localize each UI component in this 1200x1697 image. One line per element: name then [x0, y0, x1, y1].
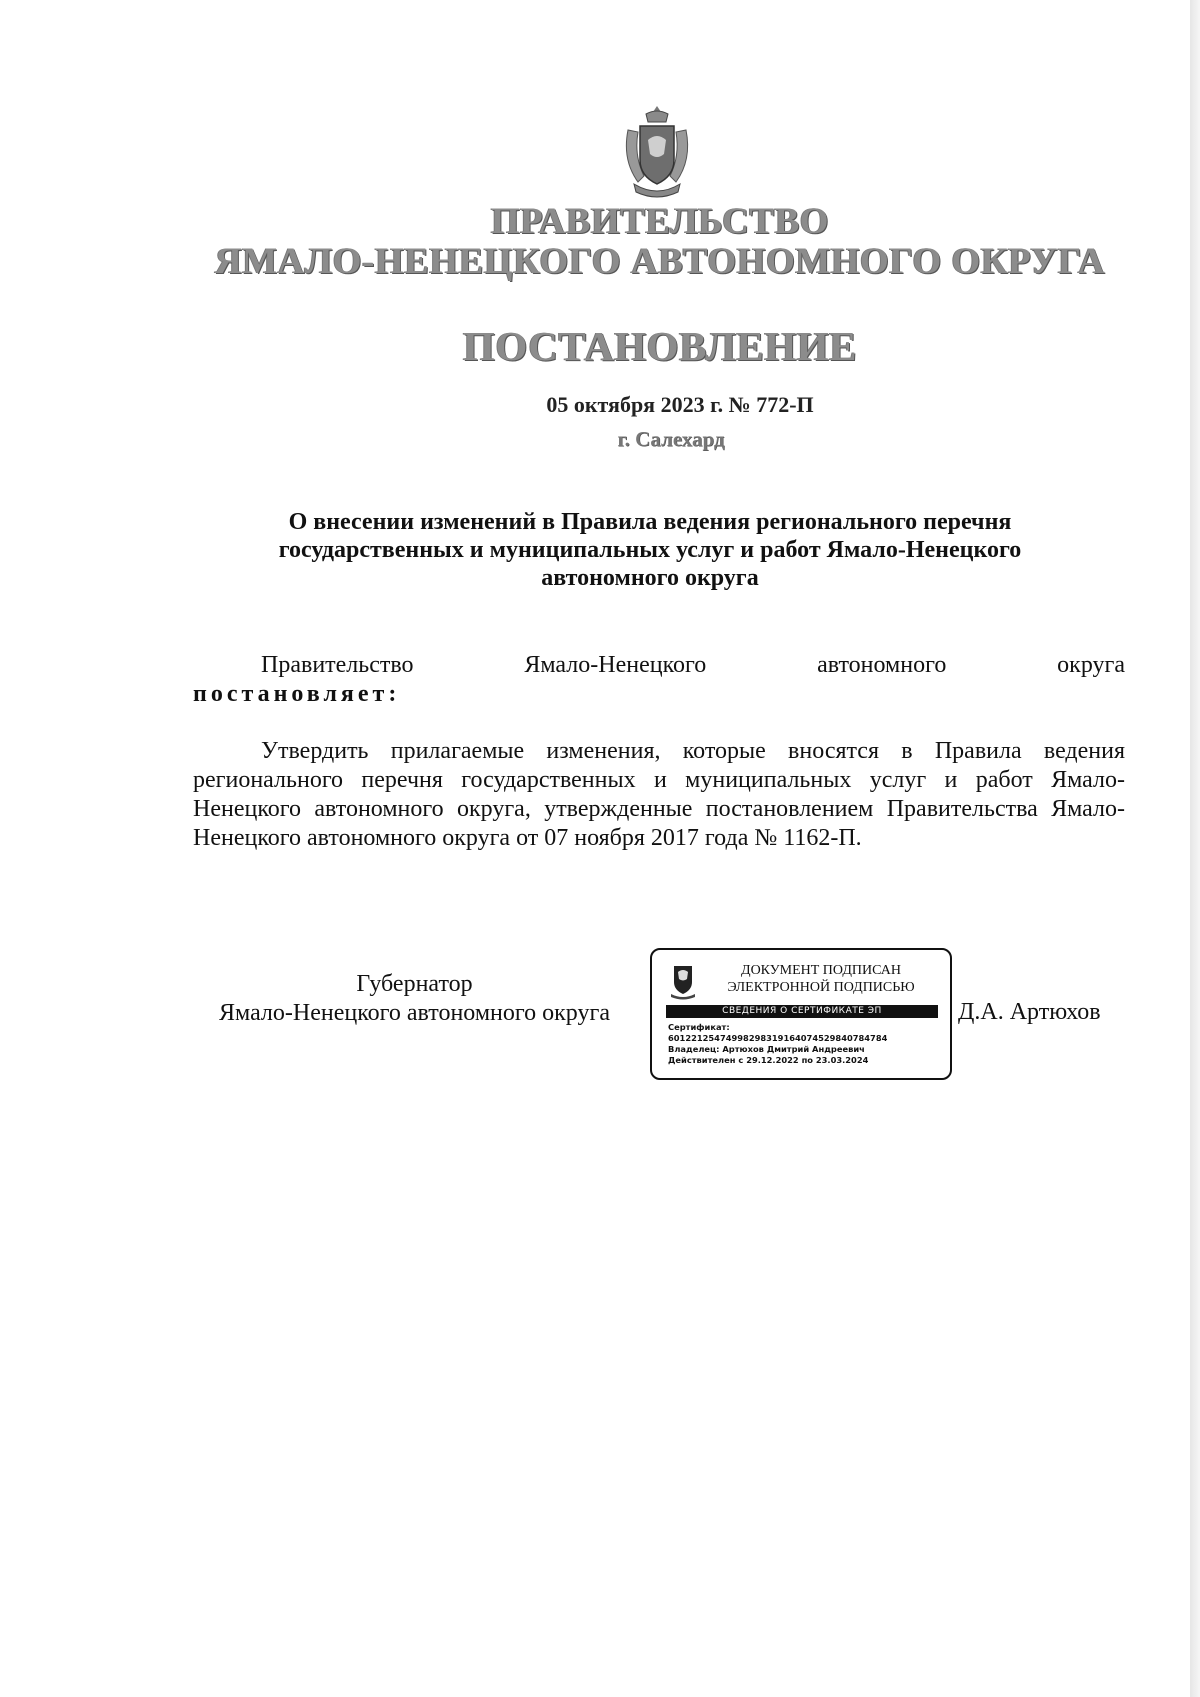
stamp-heading-line1: ДОКУМЕНТ ПОДПИСАН	[741, 963, 901, 978]
stamp-certificate-bar: СВЕДЕНИЯ О СЕРТИФИКАТЕ ЭП	[666, 1005, 938, 1018]
decree-city: г. Салехард	[617, 427, 725, 451]
coat-of-arms-icon	[620, 104, 694, 200]
stamp-certificate-info	[668, 1022, 948, 1066]
decree-paragraph: Утвердить прилагаемые изменения, которые вносятся в Правила ведения регионального перечня государственных и муниципальных услуг и работ Ямало-Ненецкого автономного округа, утвержденные постановлением Правительства Ямало-Ненецкого автономного округа от 07 ноября 2017 года № 1162-П.	[193, 738, 1125, 851]
stamp-owner: Владелец: Артюхов Дмитрий Андреевич	[668, 1044, 865, 1054]
decree-subject	[230, 508, 1070, 592]
signer-position-line2: Ямало-Ненецкого автономного округа	[219, 1000, 610, 1026]
signer-name: Д.А. Артюхов	[958, 999, 1101, 1025]
signer-position	[193, 970, 636, 1028]
decree-date-number: 05 октября 2023 г. № 772-П	[546, 392, 814, 417]
resolves-text: постановляет:	[193, 681, 401, 707]
stamp-cert-number: 601221254749982983191640745298407847​84	[668, 1033, 888, 1043]
subject-line-3: автономного округа	[541, 565, 759, 591]
stamp-cert-label: Сертификат:	[668, 1022, 730, 1032]
electronic-signature-stamp	[650, 948, 952, 1080]
stamp-heading-line2: ЭЛЕКТРОННОЙ ПОДПИСЬЮ	[727, 980, 915, 995]
government-title-line2: ЯМАЛО-НЕНЕЦКОГО АВТОНОМНОГО ОКРУГА	[214, 241, 1106, 282]
subject-line-1: О внесении изменений в Правила ведения регионального перечня	[288, 509, 1012, 535]
page-edge	[1190, 0, 1200, 1697]
preamble-text: Правительство Ямало-Ненецкого автономного округа	[261, 652, 1125, 678]
document-type-title: ПОСТАНОВЛЕНИЕ	[463, 323, 857, 369]
stamp-validity: Действителен с 29.12.2022 по 23.03.2024	[668, 1055, 869, 1065]
government-title-line1: ПРАВИТЕЛЬСТВО	[490, 201, 830, 242]
subject-line-2: государственных и муниципальных услуг и работ Ямало-Ненецкого	[278, 537, 1022, 563]
signer-position-line1: Губернатор	[356, 971, 473, 997]
stamp-heading	[706, 962, 936, 996]
coat-of-arms-icon	[668, 962, 698, 1000]
